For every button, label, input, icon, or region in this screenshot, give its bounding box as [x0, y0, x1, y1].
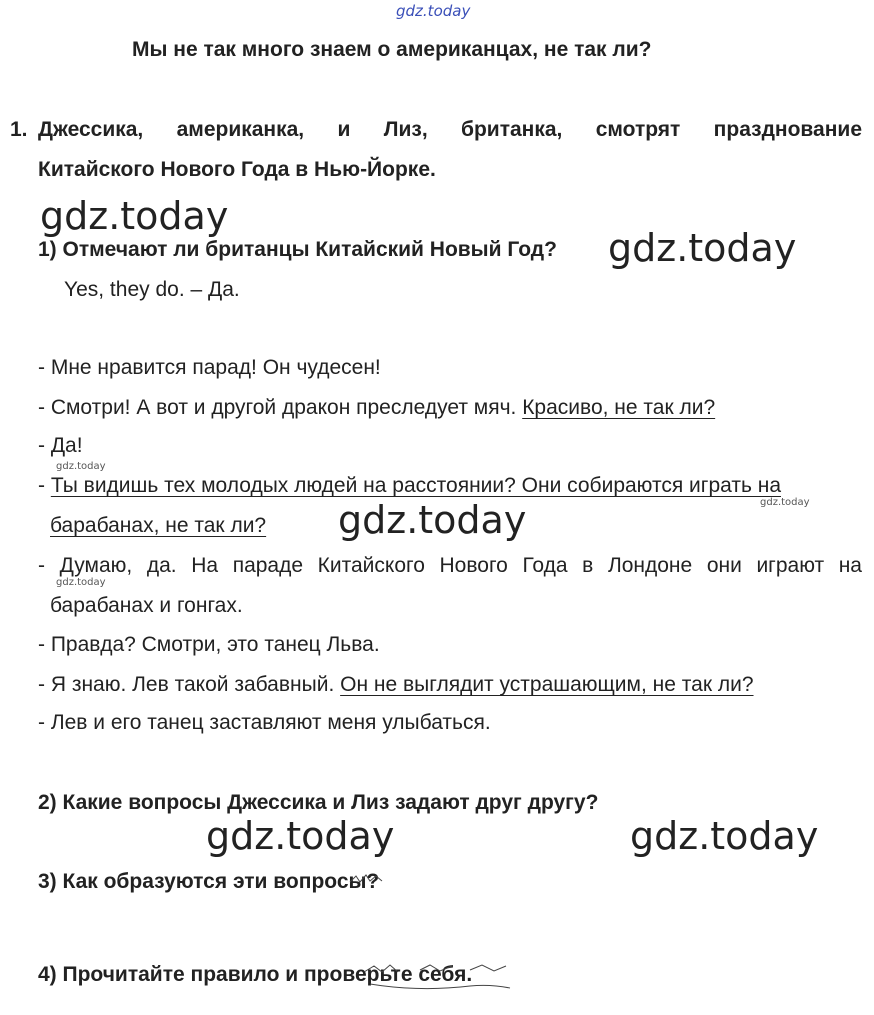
- watermark: gdz.today: [630, 814, 819, 858]
- dialog-line: - Думаю, да. На параде Китайского Нового Года в Лондоне они играют на: [38, 554, 862, 577]
- dialog-line: барабанах и гонгах.: [50, 594, 243, 617]
- watermark: gdz.today: [608, 226, 797, 270]
- scribble-mark: [360, 960, 520, 994]
- dialog-line: [38, 474, 862, 498]
- watermark-small: gdz.today: [760, 497, 810, 508]
- task-number: 1.: [10, 118, 28, 141]
- watermark: gdz.today: [338, 498, 527, 542]
- watermark-small: gdz.today: [56, 577, 106, 588]
- tag-question-underlined: барабанах, не так ли?: [50, 514, 267, 537]
- task-description-line2: Китайского Нового Года в Нью-Йорке.: [38, 158, 436, 181]
- question-1: 1) Отмечают ли британцы Китайский Новый Год?: [38, 238, 557, 261]
- dialog-line: - Мне нравится парад! Он чудесен!: [38, 356, 381, 379]
- scribble-mark: [348, 872, 384, 886]
- dialog-text: - Смотри! А вот и другой дракон преследует мяч.: [38, 396, 523, 419]
- dialog-line: [38, 673, 754, 697]
- watermark-small: gdz.today: [56, 461, 106, 472]
- watermark: gdz.today: [40, 194, 229, 238]
- task-description-line1: Джессика, американка, и Лиз, британка, смотрят празднование: [38, 118, 862, 141]
- tag-question-underlined: Он не выглядит устрашающим, не так ли?: [340, 673, 754, 696]
- dialog-line: - Да!: [38, 434, 83, 457]
- dialog-dash: -: [38, 474, 51, 497]
- dialog-line: [38, 396, 715, 420]
- answer-1: Yes, they do. – Да.: [64, 278, 240, 301]
- watermark: gdz.today: [206, 814, 395, 858]
- question-3: 3) Как образуются эти вопросы?: [38, 870, 380, 893]
- page-title: Мы не так много знаем о американцах, не так ли?: [132, 38, 652, 61]
- tag-question-underlined: Ты видишь тех молодых людей на расстоянии? Они собираются играть на: [50, 474, 782, 497]
- tag-question-underlined: Красиво, не так ли?: [522, 396, 716, 419]
- dialog-text: - Я знаю. Лев такой забавный.: [38, 673, 341, 696]
- question-4: 4) Прочитайте правило и проверьте себя.: [38, 963, 473, 986]
- watermark-top: gdz.today: [396, 2, 471, 20]
- dialog-line: - Лев и его танец заставляют меня улыбаться.: [38, 711, 491, 734]
- dialog-line: - Правда? Смотри, это танец Льва.: [38, 633, 380, 656]
- question-2: 2) Какие вопросы Джессика и Лиз задают друг другу?: [38, 791, 599, 814]
